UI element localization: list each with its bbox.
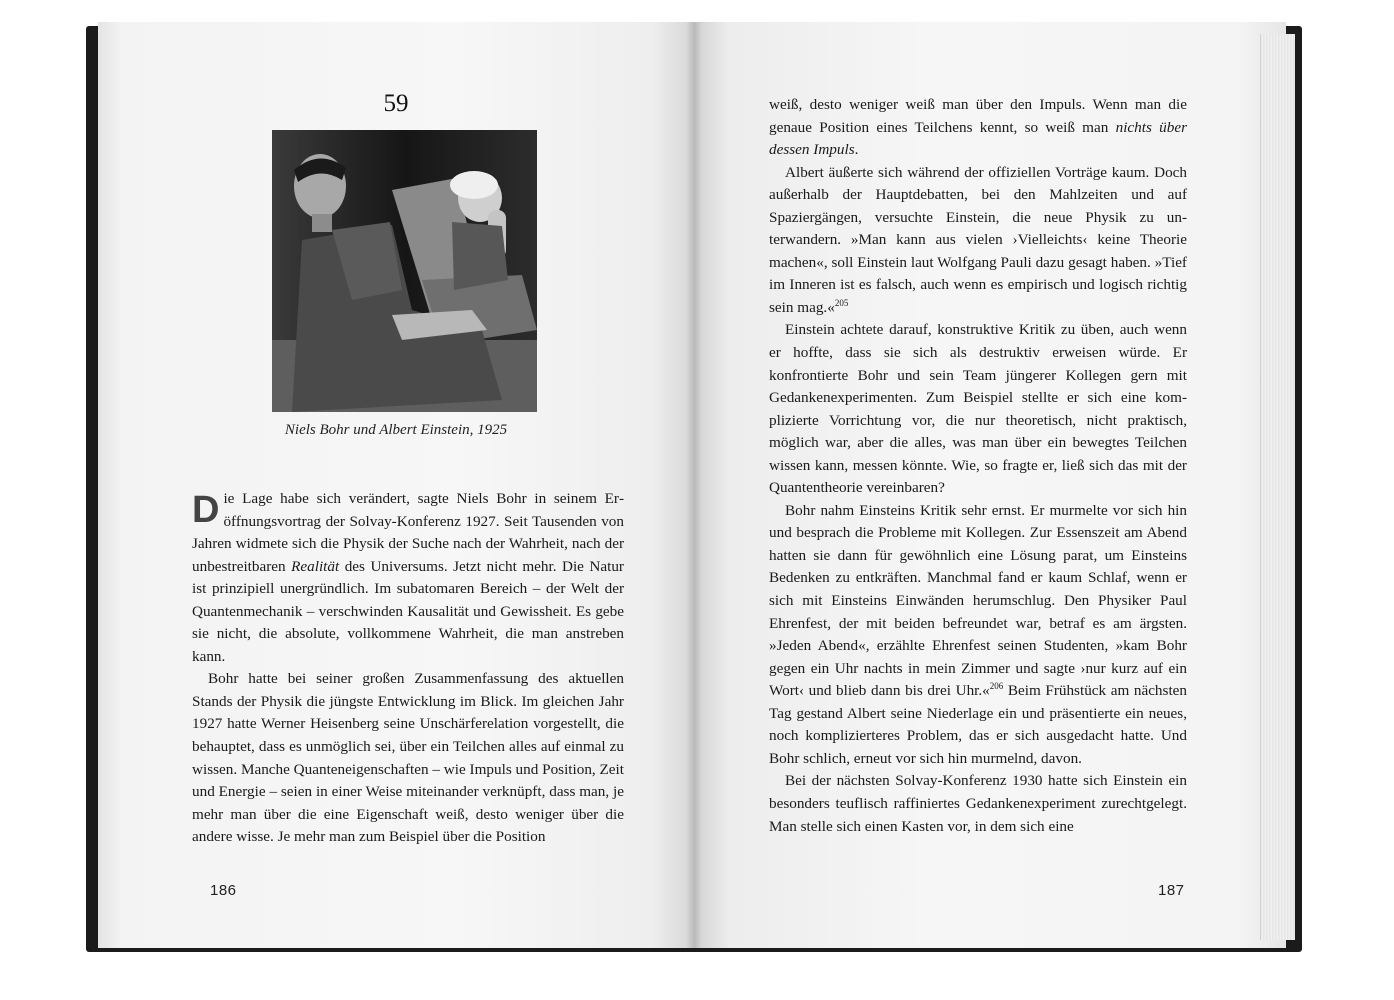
page-number-left: 186 (210, 882, 237, 899)
text-run: Bohr hatte bei seiner großen Zusammenfassung des aktuellen Stands der Physik die jüngste Entwicklung im Blick. Im gleichen Jahr 1927 hatte Werner Heisenberg seine Unschärferelation vorgestellt, die behauptet, dass es unmöglich sei, über ein Teilchen alles auf einmal zu wissen. Manche Quanteneigenschaften – wie Impuls und Position, Zeit und Energie – seien in einer Weise miteinander verknüpft, dass man, je mehr man über die eine Eigenschaft weiß, desto weniger über die andere wisse. Je mehr man zum Beispiel über die Position (192, 670, 624, 846)
page-edges (1260, 34, 1295, 940)
book-gutter (686, 22, 702, 948)
photo-caption: Niels Bohr und Albert Einstein, 1925 (284, 422, 508, 438)
text-run: Bohr nahm Einsteins Kritik sehr ernst. Er murmelte vor sich hin und besprach die Probleme mit Kollegen. Zur Essenszeit am Abend hatten sie dann für gewöhnlich eine Lösung parat, um Einsteins Bedenken zu entkräften. Manchmal fand er kaum Schlaf, wenn er sich mit Einsteins Einwänden herumschlug. Den Physiker Paul Ehrenfest, der mit beiden befreundet war, betraf es am ärgsten. »Jeden Abend«, erzählte Ehrenfest seinen Studenten, »kam Bohr gegen ein Uhr nachts in mein Zimmer und sagte ›nur kurz auf ein Wort‹ und blieb dann bis drei Uhr.« (769, 501, 1187, 700)
text-run: ie Lage habe sich verändert, sagte Niels Bohr in seinem Eröffnungsvortrag der Solvay-Konferenz 1927. Seit Tausenden von Jahren widmete sich die Physik der Suche nach der Wahrheit, nach der unbestreitbaren (192, 490, 624, 575)
paragraph (769, 500, 1187, 771)
chapter-number: 59 (383, 90, 409, 117)
paragraph (769, 319, 1187, 499)
paragraph (769, 94, 1187, 162)
paragraph (769, 162, 1187, 320)
text-run: weiß, desto weniger weiß man über den Impuls. Wenn man die genaue Position eines Teilchens kennt, so weiß man (769, 96, 1187, 136)
text-run: Einstein achtete darauf, konstruktive Kritik zu üben, auch wenn er hoffte, dass sie sich als destruktiv erweisen würde. Er konfrontierte Bohr und sein Team jüngerer Kollegen gern mit Gedankenexperimenten. Zum Beispiel stellte er sich eine komplizierte Vorrichtung vor, die nur theoretisch, nicht praktisch, möglich war, aber die alles, was man über ein bewegtes Teilchen wissen kann, messen könnte. Wie, so fragte er, ließ sich das mit der Quantentheorie vereinbaren? (769, 321, 1187, 497)
right-body-text (769, 94, 1187, 838)
text-run: Bei der nächsten Solvay-Konferenz 1930 hatte sich Einstein ein besonders teuflisch raffiniertes Gedankenexperiment zurechtgelegt. Man stelle sich einen Kasten vor, in dem sich eine (769, 772, 1187, 835)
text-run: . (854, 141, 859, 159)
paragraph (192, 668, 624, 848)
footnote-marker: 206 (989, 681, 1004, 692)
paragraph (769, 770, 1187, 838)
footnote-marker: 205 (834, 297, 849, 308)
italic-text: Realität (291, 557, 340, 575)
italic-text: nichts über dessen Impuls (769, 118, 1187, 159)
dropcap-letter: D (192, 489, 220, 531)
text-run: Albert äußerte sich während der offiziellen Vorträge kaum. Doch außerhalb der Hauptdebatten, bei den Mahlzeiten und auf Spaziergängen, versuchte Einstein, die neue Physik zu unterwandern. »Man kann aus vielen ›Vielleichts‹ keine Theorie machen«, soll Einstein laut Wolfgang Pauli dazu gesagt haben. »Tief im Inneren ist es falsch, auch wenn es empirisch und logisch richtig sein mag.« (769, 163, 1187, 316)
paragraph (192, 488, 624, 668)
text-run: des Universums. Jetzt nicht mehr. Die Natur ist prinzipiell unergründlich. Im subatomaren Bereich – der Welt der Quantenmechanik – verschwinden Kausalität und Gewissheit. Es gebe sie nicht, die absolute, vollkommene Wahrheit, die man anstreben kann. (192, 557, 624, 665)
right-page (694, 22, 1286, 948)
page-number-right: 187 (1158, 882, 1185, 899)
text-run: Beim Frühstück am nächsten Tag gestand Albert seine Niederlage ein und präsentierte ein neues, noch komplizierteres Problem, das er sich ausgedacht hatte. Und Bohr schlich, erneut vor sich hin murmelnd, davon. (769, 682, 1187, 767)
photo-image (272, 130, 537, 412)
bohr-einstein-photo (272, 130, 537, 412)
left-page (98, 22, 694, 948)
left-body-text (192, 488, 624, 849)
